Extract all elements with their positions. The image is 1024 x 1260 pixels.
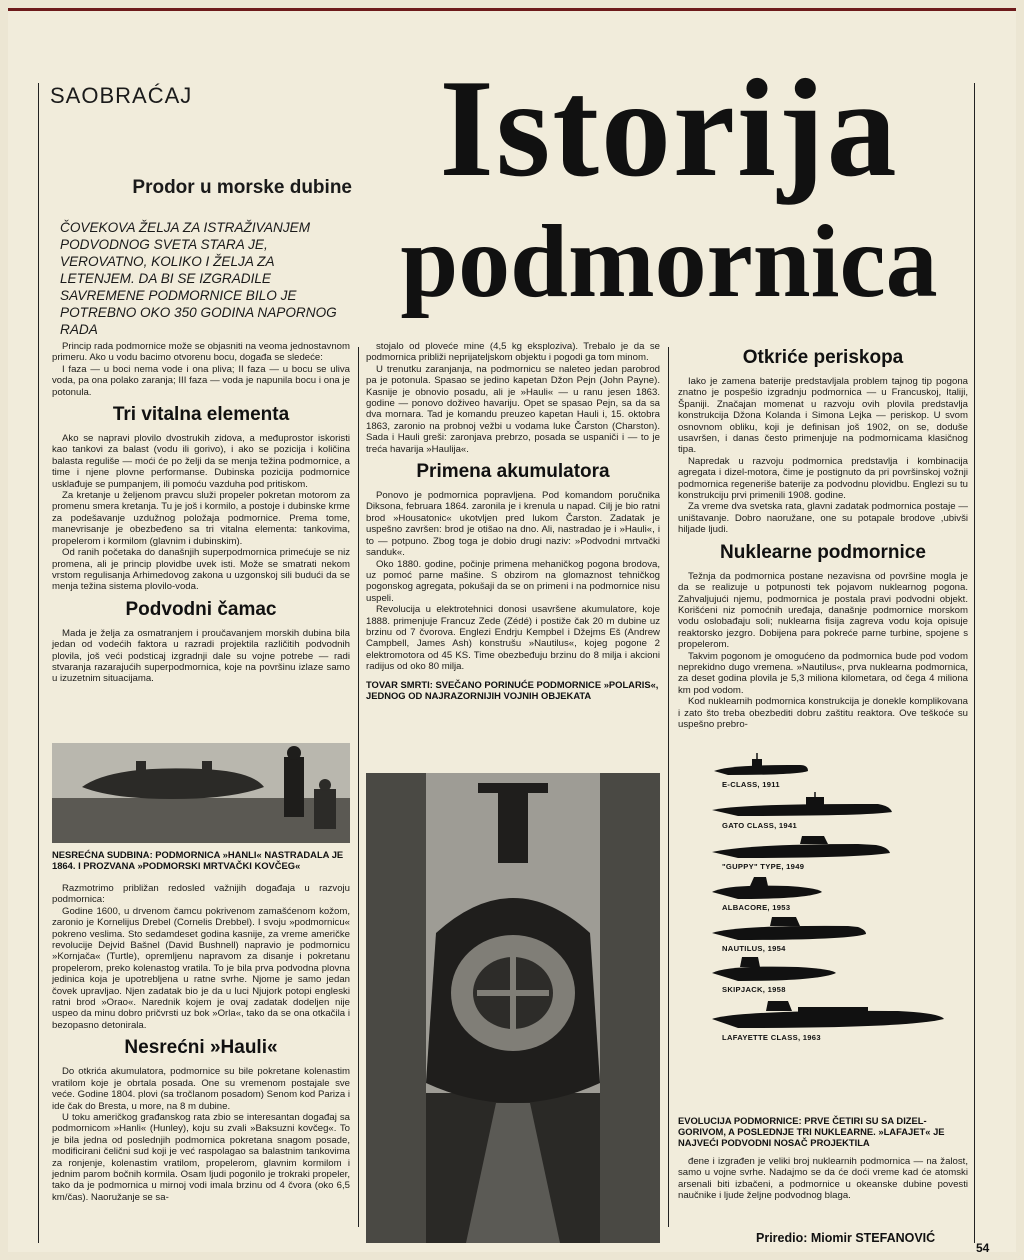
submarine-label: SKIPJACK, 1958 bbox=[722, 985, 786, 994]
intro-paragraph: Princip rada podmornice može se objasniti na veoma jednostavnom primeru. Ako u vodu bacimo otvorenu bocu, događa se sledeće: bbox=[52, 341, 350, 364]
submarine-lafayette-class bbox=[708, 997, 958, 1045]
paragraph: Napredak u razvoju podmornica predstavlja i kombinacija agregata i dizel-motora, čime je postignuto da pri površinskoj vožnji podmornica regeneriše baterije za podvodnu plovidbu. Englezi su tu konstrukciju prvi primenili 1908. godine. bbox=[678, 455, 968, 502]
photo-caption-polaris: TOVAR SMRTI: SVEČANO PORINUĆE PODMORNICE »POLARIS«, JEDNOG OD NAJRAZORNIJIH VOJNIH OBJEKATA bbox=[366, 678, 659, 701]
paragraph: đene i izgrađen je veliki broj nuklearnih podmornica — na žalost, samo u vojne svrhe. Nadajmo se da će doći vreme kad će atomski arsenali biti izbačeni, a podmornice u okeanske dubine povesti naučnike i ljude željne podvodnog blaga. bbox=[678, 1156, 968, 1202]
heading-otkrice-periskopa: Otkriće periskopa bbox=[742, 347, 904, 368]
submarine-albacore bbox=[708, 874, 958, 915]
submarine-label: "GUPPY" TYPE, 1949 bbox=[722, 862, 805, 871]
paragraph: stojalo od ploveće mine (4,5 kg eksploziva). Trebalo je da se podmornica približi neprijateljskom objektu i pogodi ga tom minom. bbox=[366, 341, 660, 364]
paragraph: Iako je zamena baterije predstavljala problem tajnog tip pogona znatno je pospešio izgradnju podmornica — u Francuskoj, Italiji, Španiji. Značajan momenat u razvoju ovih plovila predstavlja konstrukcija Džona Kolanda i Simona Lejka — periskop. U svom osnovnom obliku, koji je definisan još 1902, on se, doduše usavršen, i danas često primenjuje na podmornicama klasičnog tipa. bbox=[678, 376, 968, 456]
page-number: 54 bbox=[976, 1241, 990, 1252]
hunley-photo bbox=[52, 743, 350, 843]
submarine-skipjack bbox=[708, 956, 958, 997]
title-sub: podmornica bbox=[400, 204, 938, 319]
submarine-label: GATO CLASS, 1941 bbox=[722, 821, 797, 830]
intro-paragraph-2: I faza — u boci nema vode i ona pliva; II faza — u bocu se uliva voda, pa ona polako zaranja; III faza — voda je napunila bocu i ona je potonula. bbox=[52, 363, 350, 398]
column-1 bbox=[52, 341, 350, 685]
paragraph: Za kretanje u željenom pravcu služi propeler pokretan motorom za promenu smera kretanja. Tu je još i kormilo, a postoje i dubinske krme za podešavanje uzdužnog položaja podmornice. Prema tome, manevrisanje je obezbeđeno sa tri vitalna elementa: tankovima, propelerom i kormilom (glavnim i dubinskim). bbox=[52, 490, 350, 547]
submarine-evolution-figure bbox=[708, 751, 958, 1045]
photo-caption-hunley: NESREĆNA SUDBINA: PODMORNICA »HANLI« NASTRADALA JE 1864. I PROZVANA »PODMORSKI MRTVAČKI KOVČEG« bbox=[52, 849, 344, 871]
heading-nesrecni-hauli: Nesrećni »Hauli« bbox=[124, 1037, 278, 1059]
hunley-illustration bbox=[52, 743, 350, 843]
column-rule-2 bbox=[668, 347, 669, 1227]
column-3 bbox=[678, 341, 968, 730]
heading-primena-akumulatora: Primena akumulatora bbox=[416, 461, 610, 483]
polaris-launch-photo bbox=[366, 773, 660, 1243]
submarine-nautilus bbox=[708, 915, 958, 956]
column-1-lower bbox=[52, 849, 350, 1203]
submarine-e-class bbox=[708, 751, 958, 792]
submarine-label: E-CLASS, 1911 bbox=[722, 780, 780, 789]
paragraph: Kod nuklearnih podmornica konstrukcija je donekle komplikovana i zato što treba obezbediti dobru zaštitu reaktora. Ove teškoće su uspešno prebro- bbox=[678, 696, 968, 730]
submarine-label: NAUTILUS, 1954 bbox=[722, 944, 786, 953]
submarine-silhouette bbox=[708, 997, 958, 1031]
polaris-illustration bbox=[366, 773, 660, 1243]
submarine-gato-class bbox=[708, 792, 958, 833]
magazine-page bbox=[8, 8, 1016, 1252]
paragraph: Takvim pogonom je omogućeno da podmornica bude pod vodom neprekidno dugo vremena. »Nautilus«, prva nuklearna podmornica, za deset godina plovila je 5,3 miliona kilometara, od čega 4 miliona km pod vodom. bbox=[678, 650, 968, 696]
right-border bbox=[974, 83, 975, 1243]
paragraph: Oko 1880. godine, počinje primena mehaničkog pogona brodova, uz pomoć parne mašine. S obzirom na glomaznost tehničkog pogonskog agregata, pokušaji da se on primeni i na podmornice nisu uspeli. bbox=[366, 558, 660, 604]
submarine-label: LAFAYETTE CLASS, 1963 bbox=[722, 1033, 821, 1042]
submarine-guppy-type bbox=[708, 833, 958, 874]
submarine-silhouette bbox=[708, 833, 958, 861]
title-main: Istorija bbox=[439, 51, 899, 206]
author-credit: Priredio: Miomir STEFANOVIĆ bbox=[756, 1231, 936, 1245]
paragraph: Do otkrića akumulatora, podmornice su bile pokretane kolenastim vratilom koje je obrtala posada. One su vremenom postajale sve veće. Godine 1804. plovi (sa tročlanom posadom) Senom kod Pariza i ide čak do Bresta, u more, na 8 m dubine. bbox=[52, 1066, 350, 1112]
paragraph: Težnja da podmornica postane nezavisna od površine mogla je da se realizuje u potpunosti tek pojavom nuklearnog pogona. Zahvaljujući njemu, podmornica je postala pravi podvodni objekt. Korišćeni niz pomoćnih uređaja, današnje podmornice morskom vodu oslobađaju soli; nuklearna fisija zagreva vodu koja opisuje reaktorsko jezgro. Dobijena para pokreće parne turbine, spojene s propelerom. bbox=[678, 570, 968, 651]
left-border bbox=[38, 83, 39, 1243]
heading-nuklearne-podmornice: Nuklearne podmornice bbox=[720, 541, 926, 563]
column-rule-1 bbox=[358, 347, 359, 1227]
heading-podvodni-camac: Podvodni čamac bbox=[125, 598, 277, 620]
submarine-silhouette bbox=[708, 792, 958, 820]
submarine-silhouette bbox=[708, 751, 958, 779]
column-2 bbox=[366, 341, 660, 701]
heading-tri-vitalna: Tri vitalna elementa bbox=[112, 404, 290, 426]
paragraph: Godine 1600, u drvenom čamcu pokrivenom zamašćenom kožom, zaronio je Kornelijus Drebel (Cornelis Drebbel). I svoju »podmornicu« pokreno veslima. Sto sedamdeset godina kasnije, za vreme američke revolucije Dejvid Bašnel (David Bushnell) napravio je podmornicu »Kornjača« (Turtle), opremljenu napravom za disanje i pokretanu propelerom, preko kolenastog vratila. To je bila prva podvodna plovna jedinica koja je upotrebljena u ratne svrhe. Njome je samo jedan čovek upravljao. Njen zadatak bio je da u luci Njujork potopi engleski ratni brod »Orao«. Narednik kojem je ovaj zadatak dodeljen nije uspeo da minu dobro pričvrsti uz bok »Orla«, tako da se ona otkačila i bezopasno detonirala. bbox=[52, 905, 350, 1031]
submarine-silhouette bbox=[708, 874, 958, 902]
paragraph: Od ranih početaka do današnjih superpodmornica primećuje se niz promena, ali je princip plovidbe uvek isti. Može se smatrati nekom vrstom regulisanja Arhimedovog zakona u uzgonskoj sili budući da se menja težina sistema plovilo-voda. bbox=[52, 547, 350, 593]
paragraph: Ponovo je podmornica popravljena. Pod komandom poručnika Diksona, februara 1864. zaronila je i krenula u napad. Cilj je bio ratni brod »Housatonic« ukotvljen pred lukom Čarston. Zadatak je uspešno završen: brod je otišao na dno. Ali, nastradao je i »Hauli«, i to — potpuno. Zbog toga je dobio drugi naziv: »Podvodni mrtvački sanduk«. bbox=[366, 490, 660, 559]
submarine-silhouette bbox=[708, 956, 958, 984]
column-3-lower bbox=[678, 1115, 968, 1202]
paragraph: Ako se napravi plovilo dvostrukih zidova, a međuprostor iskoristi kao tankovi za balast (vodu ili gorivo), i ako se pozicija i količina balasta reguliše — moći će po želji da se menja težina podmornice, a time i njene plovne performanse. Dubinska pozicija podmornice usklađuje se pumpanjem, ili pomoću vazduha pod pritiskom. bbox=[52, 433, 350, 490]
figure-caption-evolution: EVOLUCIJA PODMORNICE: PRVE ČETIRI SU SA DIZEL-GORIVOM, A POSLEDNJE TRI NUKLEARNE. »LAFAJET« JE NAJVEĆI PODVODNI NOSAČ PROJEKTILA bbox=[678, 1115, 945, 1148]
paragraph: Za vreme dva svetska rata, glavni zadatak podmornica postaje — uništavanje. Dobro naoružane, one su potapale brodove ,ubivši hiljade ljudi. bbox=[678, 501, 968, 536]
lead-paragraph: ČOVEKOVA ŽELJA ZA ISTRAŽIVANJEM PODVODNOG SVETA STARA JE, VEROVATNO, KOLIKO I ŽELJA ZA LETENJEM. DA BI SE IZGRADILE SAVREMENE PODMORNICE BILO JE POTREBNO OKO 350 GODINA NAPORNOG RADA bbox=[60, 220, 337, 337]
paragraph: Mada je želja za osmatranjem i proučavanjem morskih dubina bila jedan od vodećih faktora u razradi projektila različitih podvodnih plovila, još veći podsticaj izgradnji dale su vojne potrebe — radi stvaranja razarajućih superpodmornica, koje na površinu izlaze samo u izuzetnim situacijama. bbox=[52, 627, 350, 685]
paragraph: U toku američkog građanskog rata zbio se interesantan događaj sa podmornicom »Hanli« (Hunley), koju su zvali »Baksuzni kovčeg«. To je bila jedna od poslednjih podmornica pokretana snagom posade, modificirani čelični sud koji je već raspolagao sa balastnim tankovima za ronjenje, kolenastim vratilom, propelerom, glavnim kormilom i jednim parom bočnih kormila. Osam ljudi pogonilo je trokraki propeler, tako da je podmornica u mirnoj vodi imala brzinu od 4 čvora (oko 6,5 km/čas). Naoružanje se sa- bbox=[52, 1111, 350, 1203]
submarine-silhouette bbox=[708, 915, 958, 943]
section-label: SAOBRAĆAJ bbox=[50, 83, 193, 108]
submarine-label: ALBACORE, 1953 bbox=[722, 903, 791, 912]
paragraph: U trenutku zaranjanja, na podmornicu se naleteo jedan parobrod pa je potonula. Spasao se jedino kapetan Džon Pejn (John Payne). Kasnije je obnovio posadu, ali je »Hauli« — u ranu jesen 1863. godine — ponovo doživeo havariju. Opet se spasao Pejn, sa da sa dva mornara. Tad je komandu preuzeo kapetan Hauli i, 15. oktobra 1863, zaronio na probnoj vežbi u vodama luke Čarston (Charston). Sada i Hauli greši: zaronjava prebrzo, posada se uspaniči i — to je treća havarija »Haulija«. bbox=[366, 363, 660, 455]
paragraph: Razmotrimo približan redosled važnijih događaja u razvoju podmornica: bbox=[52, 883, 350, 906]
subtitle: Prodor u morske dubine bbox=[132, 177, 352, 198]
paragraph: Revolucija u elektrotehnici donosi usavršene akumulatore, koje 1888. primenjuje Francuz Zede (Zédé) i postiže čak 20 m dubine uz brzinu od 7 čvorova. Englezi Endrju Kempbel i Džejms Eš (Andrew Campbell, James Ash) konstrušu »Nautilus«, kojeg pogone 2 elektromotora od 45 KS. Time obezbeđuju brzinu do 8 milja i akcioni radijus od oko 80 milja. bbox=[366, 604, 660, 673]
